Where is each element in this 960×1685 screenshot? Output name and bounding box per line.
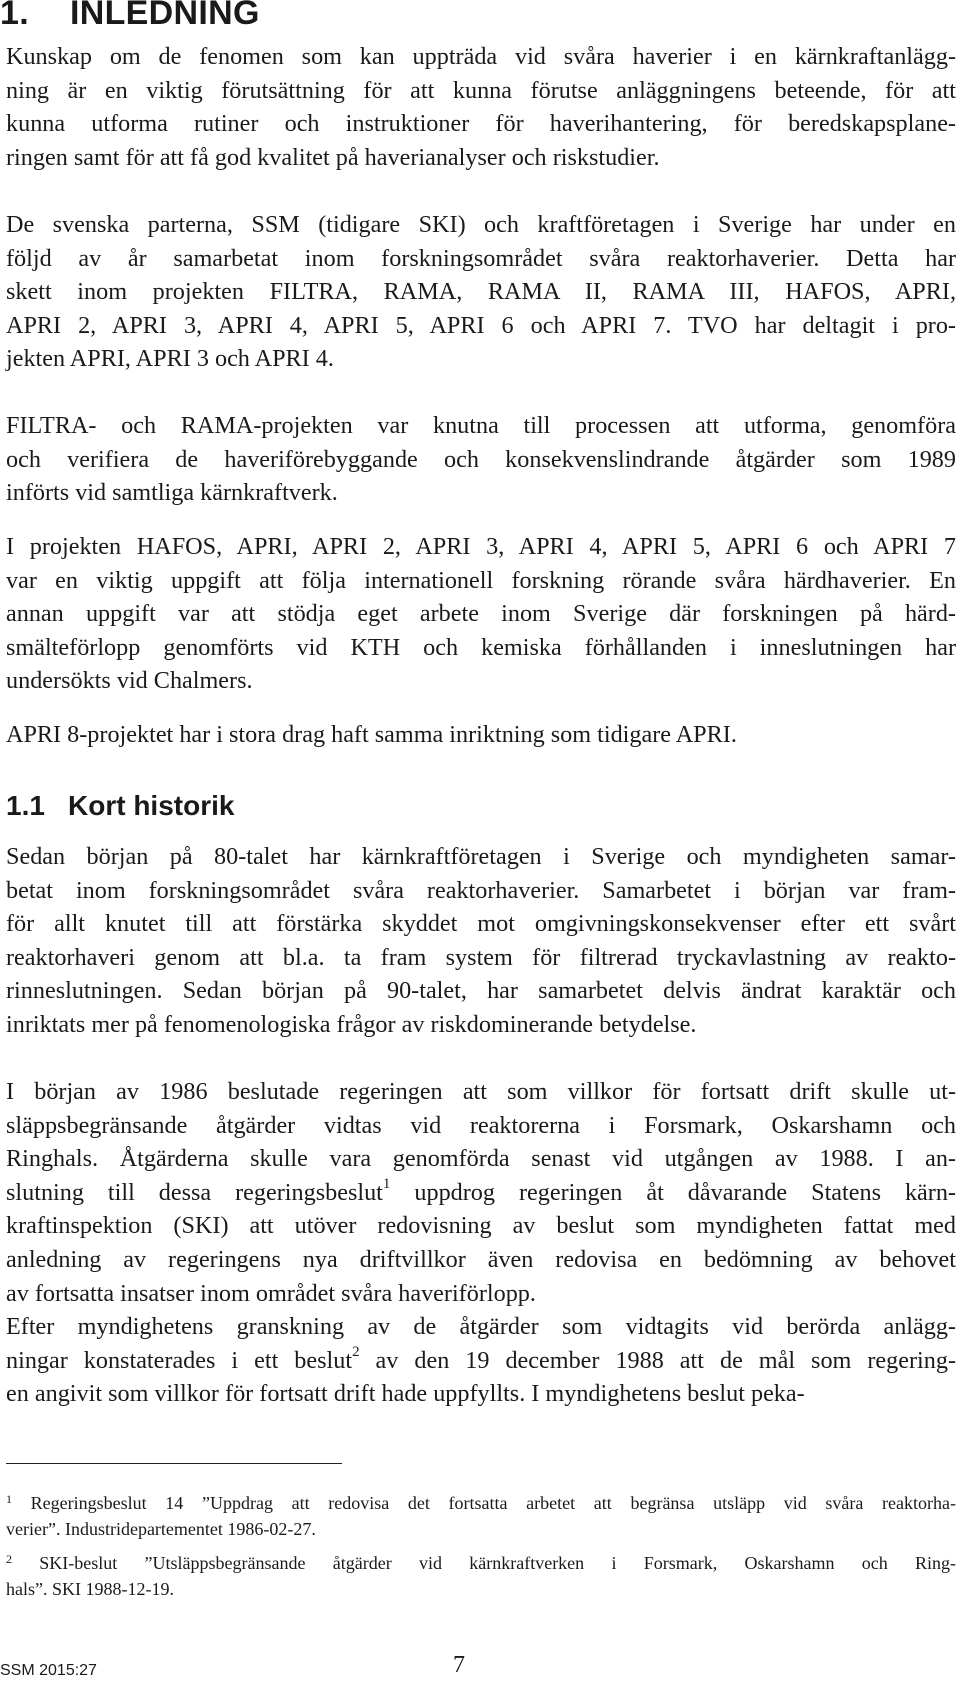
footnote-marker: 1 bbox=[6, 1492, 12, 1506]
text-line: anledning av regeringens nya driftvillkor även redovisa en bedömning av behovet bbox=[6, 1245, 956, 1273]
intro-paragraph-3 bbox=[6, 409, 956, 510]
text-line: kunna utforma rutiner och instruktioner för haverihantering, för beredskapsplane- bbox=[6, 110, 956, 138]
text-line: I projekten HAFOS, APRI, APRI 2, APRI 3, APRI 4, APRI 5, APRI 6 och APRI 7 bbox=[6, 533, 956, 560]
intro-paragraph-1 bbox=[6, 40, 956, 174]
text-line: jekten APRI, APRI 3 och APRI 4. bbox=[6, 345, 334, 373]
footnote-separator bbox=[6, 1463, 342, 1464]
text-fragment: uppdrog regeringen åt dåvarande Statens kärn- bbox=[390, 1178, 956, 1206]
footnote-ref-2[interactable]: 2 bbox=[352, 1343, 360, 1360]
chapter-heading bbox=[0, 0, 260, 33]
text-line: Kunskap om de fenomen som kan uppträda vid svåra haverier i en kärnkraftanlägg- bbox=[6, 43, 956, 70]
section-heading bbox=[6, 790, 234, 822]
text-fragment: av den 19 december 1988 att de mål som regering- bbox=[359, 1346, 956, 1374]
intro-paragraph-2 bbox=[6, 208, 956, 376]
text-line: av fortsatta insatser inom området svåra haveriförlopp. bbox=[6, 1279, 536, 1307]
history-paragraph-2 bbox=[6, 1075, 956, 1310]
text-line: skett inom projekten FILTRA, RAMA, RAMA II, RAMA III, HAFOS, APRI, bbox=[6, 278, 956, 306]
text-line: införts vid samtliga kärnkraftverk. bbox=[6, 479, 338, 507]
text-line: FILTRA- och RAMA-projekten var knutna till processen att utforma, genomföra bbox=[6, 412, 956, 439]
text-line: rinneslutningen. Sedan början på 90-talet, har samarbetet delvis ändrat karaktär och bbox=[6, 977, 956, 1005]
footnote-line bbox=[6, 1490, 956, 1516]
text-line-with-footnote-ref bbox=[6, 1344, 956, 1378]
footnote-text: SKI-beslut ”Utsläppsbegränsande åtgärder vid kärnkraftverken i Forsmark, Oskarshamn och Ring- bbox=[12, 1553, 956, 1573]
footnote-2 bbox=[6, 1550, 956, 1602]
text-line: Sedan början på 80-talet har kärnkraftföretagen i Sverige och myndigheten samar- bbox=[6, 843, 956, 870]
text-fragment: ningar konstaterades i ett beslut bbox=[6, 1346, 353, 1374]
footnote-1 bbox=[6, 1490, 956, 1542]
text-line: I början av 1986 beslutade regeringen att som villkor för fortsatt drift skulle ut- bbox=[6, 1078, 956, 1105]
chapter-number: 1. bbox=[0, 0, 29, 32]
text-line: och verifiera de haveriförebyggande och konsekvenslindrande åtgärder som 1989 bbox=[6, 445, 956, 473]
text-line: kraftinspektion (SKI) att utöver redovisning av beslut som myndigheten fattat med bbox=[6, 1212, 956, 1240]
text-line-with-footnote-ref bbox=[6, 1176, 956, 1210]
text-line: De svenska parterna, SSM (tidigare SKI) och kraftföretagen i Sverige har under en bbox=[6, 211, 956, 238]
text-fragment: slutning till dessa regeringsbeslut bbox=[6, 1178, 383, 1206]
section-title: Kort historik bbox=[68, 790, 235, 821]
text-line: Ringhals. Åtgärderna skulle vara genomförda senast vid utgången av 1988. I an- bbox=[6, 1145, 956, 1173]
text-line: följd av år samarbetat inom forskningsområdet svåra reaktorhaverier. Detta har bbox=[6, 244, 956, 272]
intro-paragraph-4 bbox=[6, 530, 956, 698]
text-line: annan uppgift var att stödja eget arbete inom Sverige där forskningen på härd- bbox=[6, 600, 956, 628]
footnote-line: hals”. SKI 1988-12-19. bbox=[6, 1579, 174, 1599]
footnote-ref-1[interactable]: 1 bbox=[382, 1175, 391, 1192]
text-line: APRI 2, APRI 3, APRI 4, APRI 5, APRI 6 och APRI 7. TVO har deltagit i pro- bbox=[6, 311, 956, 339]
intro-paragraph-5 bbox=[6, 718, 956, 752]
history-paragraph-3 bbox=[6, 1310, 956, 1411]
footnote-line bbox=[6, 1550, 956, 1576]
text-line: ringen samt för att få god kvalitet på haverianalyser och riskstudier. bbox=[6, 143, 660, 171]
footnote-text: Regeringsbeslut 14 ”Uppdrag att redovisa det fortsatta arbetet att begränsa utsläpp vid svåra reaktorha- bbox=[12, 1493, 956, 1513]
text-line: för allt knutet till att förstärka skyddet mot omgivningskonsekvenser efter ett svårt bbox=[6, 910, 956, 938]
text-line: ning är en viktig förutsättning för att kunna förutse anläggningens beteende, för att bbox=[6, 76, 956, 104]
text-line: var en viktig uppgift att följa internationell forskning rörande svåra härdhaverier. En bbox=[6, 566, 956, 594]
text-line: Efter myndighetens granskning av de åtgärder som vidtagits vid berörda anlägg- bbox=[6, 1313, 956, 1340]
footnote-marker: 2 bbox=[6, 1552, 12, 1566]
text-line: släppsbegränsande åtgärder vidtas vid reaktorerna i Forsmark, Oskarshamn och bbox=[6, 1111, 956, 1139]
text-line: APRI 8-projektet har i stora drag haft samma inriktning som tidigare APRI. bbox=[6, 721, 737, 748]
text-line: inriktats mer på fenomenologiska frågor av riskdominerande betydelse. bbox=[6, 1010, 697, 1038]
chapter-title: INLEDNING bbox=[70, 0, 260, 32]
text-line: undersökts vid Chalmers. bbox=[6, 667, 253, 695]
history-paragraph-1 bbox=[6, 840, 956, 1042]
section-number: 1.1 bbox=[6, 790, 45, 821]
page-number: 7 bbox=[453, 1652, 465, 1678]
text-line: en angivit som villkor för fortsatt drift hade uppfyllts. I myndighetens beslut peka- bbox=[6, 1380, 805, 1408]
text-line: reaktorhaveri genom att bl.a. ta fram system för filtrerad tryckavlastning av reakto- bbox=[6, 943, 956, 971]
report-code: SSM 2015:27 bbox=[0, 1662, 97, 1679]
footnote-line: verier”. Industridepartementet 1986-02-27. bbox=[6, 1519, 316, 1539]
text-line: smälteförlopp genomförts vid KTH och kemiska förhållanden i inneslutningen har bbox=[6, 633, 956, 661]
text-line: betat inom forskningsområdet svåra reaktorhaverier. Samarbetet i början var fram- bbox=[6, 876, 956, 904]
